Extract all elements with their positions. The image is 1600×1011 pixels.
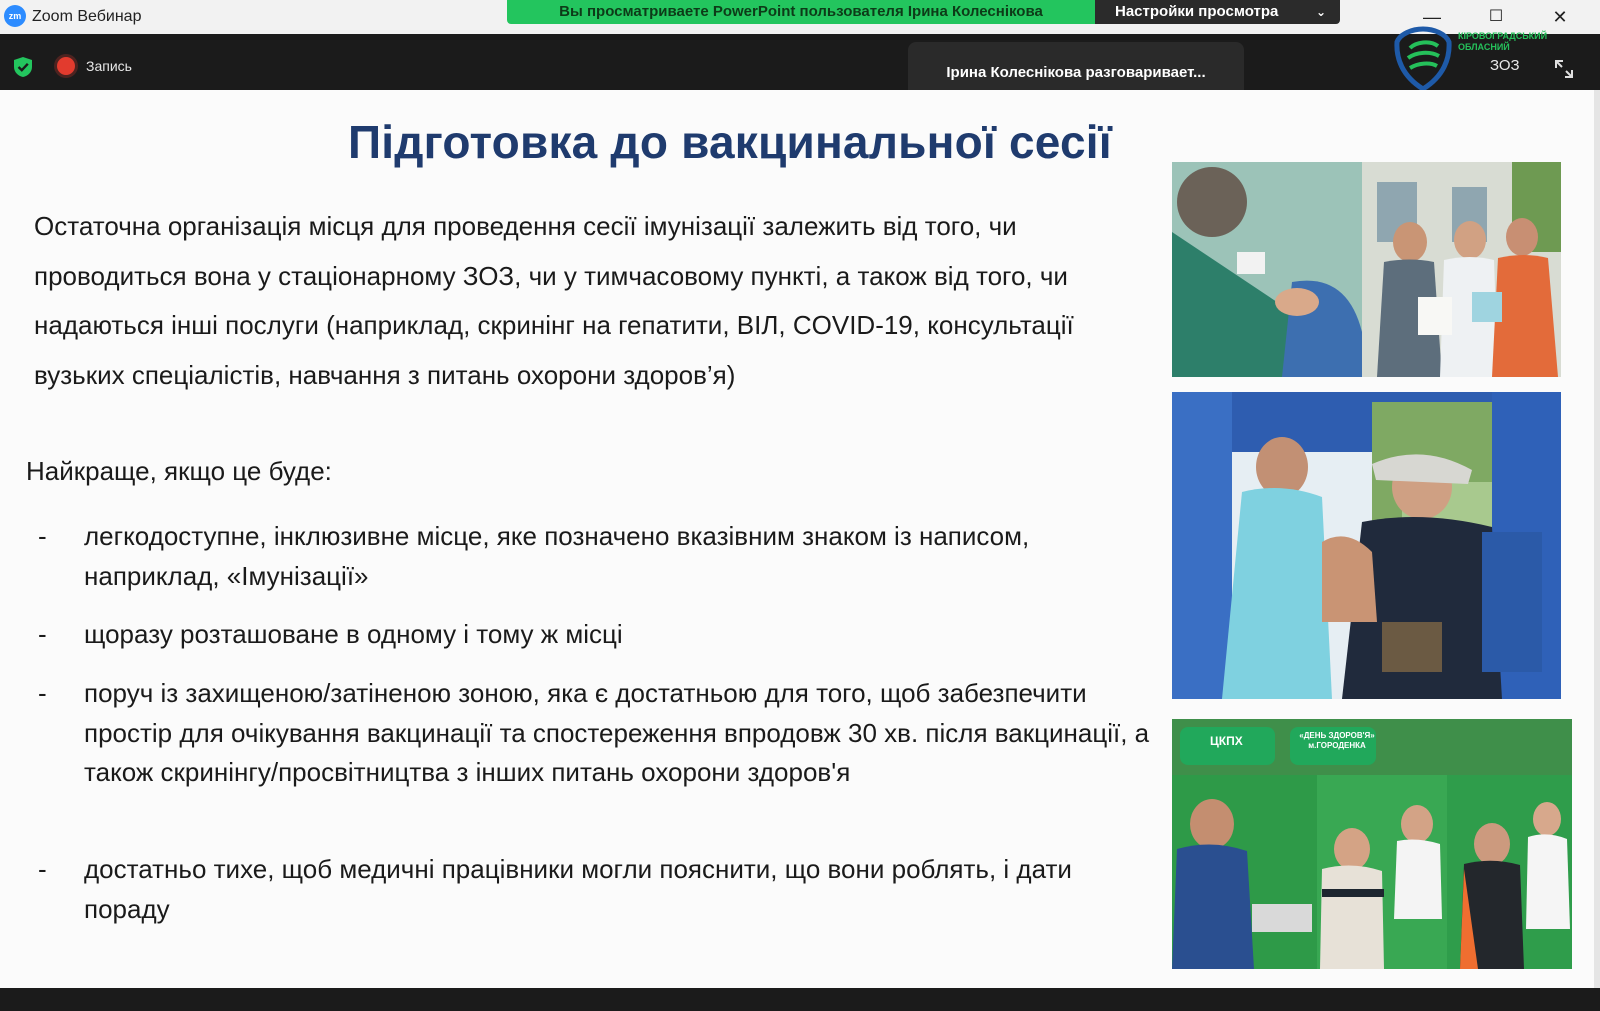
recording-icon [57, 57, 75, 75]
collage-banner-right: «ДЕНЬ ЗДОРОВ'Я» м.ГОРОДЕНКА [1299, 731, 1375, 750]
slide-intro-text: Остаточна організація місця для проведення сесії імунізації залежить від того, чи проводиться вона у стаціонарному ЗОЗ, чи у тимчасовому пункті, а також від того, чи надаються інші послуги (наприклад, скринінг на гепатити, ВІЛ, COVID-19, консультації вузьких спеціалістів, навчання з питань охорони здоров’я) [34, 211, 1074, 390]
active-speaker-popup: Ірина Колеснікова разговаривает... [908, 42, 1244, 104]
chevron-down-icon: ⌄ [1315, 5, 1326, 19]
slide-list-heading: Найкраще, якщо це буде: [26, 456, 332, 486]
bullet-marker: - [38, 521, 47, 551]
list-item [38, 517, 1164, 596]
bullet-marker: - [38, 678, 47, 708]
health-day-photo-collage [1172, 719, 1572, 969]
bottom-bar [0, 988, 1600, 1011]
organization-name: КІРОВОГРАДСЬКИЙ ОБЛАСНИЙ [1458, 31, 1548, 52]
meeting-toolbar [0, 34, 1600, 90]
list-item [38, 850, 1164, 929]
list-item [38, 615, 1164, 655]
fullscreen-icon[interactable] [1553, 58, 1575, 80]
close-button[interactable]: ✕ [1552, 7, 1568, 27]
list-item-text: поруч із захищеною/затіненою зоною, яка є достатньою для того, щоб забезпечити простір для очікування вакцинації та спостереження впродовж 30 хв. після вакцинації, а також скринінгу/просвітництва з інших питань охорони здоров'я [84, 678, 1150, 787]
vaccination-photo-1 [1172, 162, 1561, 377]
presentation-slide [0, 90, 1600, 988]
recording-label: Запись [86, 58, 132, 74]
list-item-text: легкодоступне, інклюзивне місце, яке позначено вказівним знаком із написом, наприклад, «Імунізації» [84, 521, 1030, 591]
bullet-marker: - [38, 619, 47, 649]
minimize-button[interactable]: — [1423, 7, 1441, 27]
app-title: Zoom Вебинар [32, 8, 142, 25]
collage-banner-left: ЦКПХ [1210, 734, 1243, 748]
view-options-button[interactable] [1095, 0, 1340, 24]
window-titlebar [0, 0, 1600, 34]
slide-edge [1594, 90, 1600, 988]
screen-share-banner: Вы просматриваете PowerPoint пользователя Ірина Колеснікова [507, 0, 1095, 24]
vaccination-photo-2 [1172, 392, 1561, 699]
bullet-marker: - [38, 854, 47, 884]
zoom-logo-icon: zm [4, 5, 26, 27]
organization-shield-logo [1392, 26, 1454, 92]
slide-title: Підготовка до вакцинальної сесії [348, 116, 1112, 168]
list-item-text: достатньо тихе, щоб медичні працівники могли пояснити, що вони роблять, і дати пораду [84, 854, 1072, 924]
maximize-button[interactable]: ☐ [1488, 8, 1504, 25]
organization-short-name: ЗОЗ [1490, 57, 1520, 74]
view-options-label: Настройки просмотра [1115, 3, 1279, 20]
list-item [38, 674, 1164, 793]
list-item-text: щоразу розташоване в одному і тому ж місці [84, 619, 623, 649]
security-shield-icon[interactable] [12, 56, 34, 78]
